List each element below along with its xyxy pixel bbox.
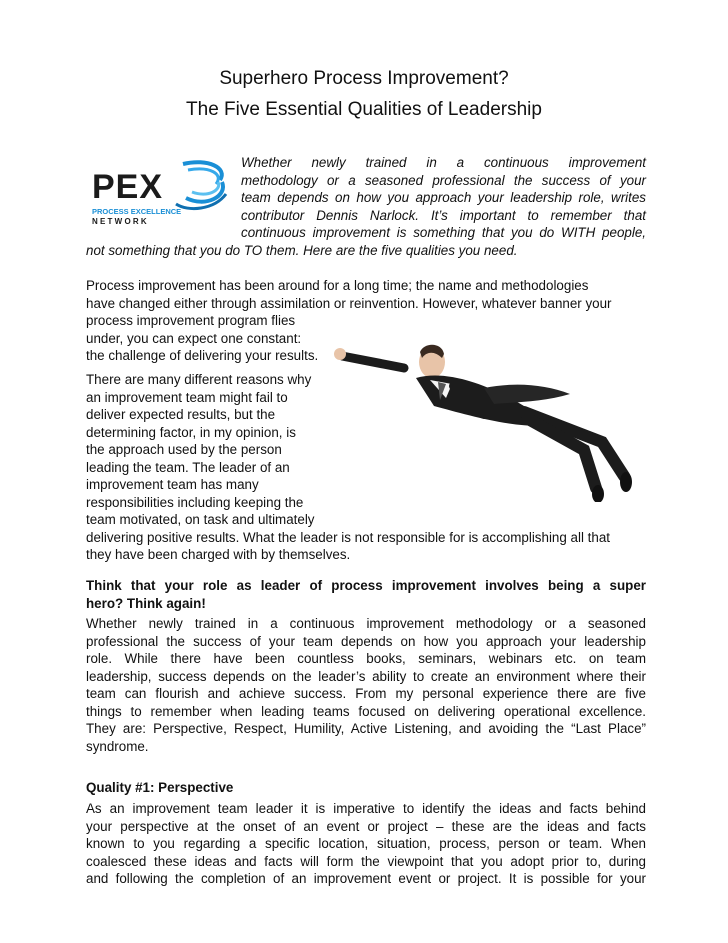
text-line: role. While there have been countless books, seminars, webinars etc. on team bbox=[86, 651, 646, 666]
section-heading-super-hero bbox=[86, 577, 646, 612]
text-line: professional the success of your team depends on how you approach your leadership bbox=[86, 633, 646, 649]
text-line: determining factor, in my opinion, is bbox=[86, 424, 296, 440]
text-line: Process improvement has been around for a long time; the name and methodologies bbox=[86, 278, 589, 293]
text-line: deliver expected results, but the bbox=[86, 407, 276, 422]
text-line: delivering positive results. What the leader is not responsible for is accomplishing all that bbox=[86, 529, 610, 545]
text-line: responsibilities including keeping the bbox=[86, 494, 304, 510]
logo-wordmark: PEX bbox=[92, 168, 164, 206]
intro-line: methodology or a seasoned professional the success of your bbox=[241, 172, 646, 188]
page-title-line-1: Superhero Process Improvement? bbox=[219, 68, 509, 89]
text-line: the approach used by the person bbox=[86, 442, 282, 457]
text-line: known to you regarding a specific location, situation, process, person or team. When bbox=[86, 836, 646, 851]
paragraph-history bbox=[86, 277, 646, 365]
text-line: leadership, success depends on the leader’s ability to create an environment where their bbox=[86, 668, 646, 684]
section-heading-quality-1: Quality #1: Perspective bbox=[86, 780, 234, 795]
text-line: There are many different reasons why bbox=[86, 372, 312, 387]
intro-summary bbox=[86, 154, 646, 259]
text-line: As an improvement team leader it is imperative to identify the ideas and facts behind bbox=[86, 801, 646, 816]
text-line: Whether newly trained in a continuous improvement methodology or a seasoned bbox=[86, 616, 646, 631]
intro-line: not something that you do TO them. Here are the five qualities you need. bbox=[86, 242, 518, 258]
text-line: have changed either through assimilation or reinvention. However, whatever banner your bbox=[86, 295, 612, 311]
intro-line: continuous improvement is something that you do WITH people, bbox=[241, 225, 646, 240]
text-line: coalesced these ideas and facts will form the viewpoint that you adopt prior to, during bbox=[86, 853, 646, 869]
text-line: team can flourish and achieve success. From my personal experience there are five bbox=[86, 686, 646, 701]
text-line: under, you can expect one constant: bbox=[86, 330, 302, 346]
text-line: they have been charged with by themselves. bbox=[86, 547, 351, 562]
logo-network: N E T W O R K bbox=[92, 217, 147, 226]
text-line: Think that your role as leader of process improvement involves being a super bbox=[86, 578, 646, 593]
paragraph-leadership bbox=[86, 615, 646, 755]
text-line: They are: Perspective, Respect, Humility, Active Listening, and avoiding the “Last Place” bbox=[86, 721, 646, 736]
intro-line: Whether newly trained in a continuous improvement bbox=[241, 155, 646, 170]
paragraph-perspective bbox=[86, 800, 646, 888]
text-line: and following the completion of an improvement event or project. It is possible for your bbox=[86, 871, 646, 886]
text-line: the challenge of delivering your results. bbox=[86, 348, 319, 363]
logo-tagline: PROCESS EXCELLENCE bbox=[92, 207, 182, 216]
intro-line: team depends on how you approach your leadership role, writes bbox=[241, 190, 646, 205]
text-line: process improvement program flies bbox=[86, 313, 296, 328]
text-line: your perspective at the onset of an event or project – these are the ideas and facts bbox=[86, 818, 646, 834]
text-line: an improvement team might fail to bbox=[86, 389, 288, 405]
intro-line: contributor Dennis Narlock. It’s important to remember that bbox=[241, 207, 646, 223]
text-line: things to remember when leading teams focused on delivering operational excellence. bbox=[86, 703, 646, 719]
text-line: syndrome. bbox=[86, 738, 149, 754]
text-line: leading the team. The leader of an bbox=[86, 459, 290, 475]
text-line: hero? Think again! bbox=[86, 595, 206, 611]
page-title-line-2: The Five Essential Qualities of Leadership bbox=[186, 99, 542, 120]
paragraph-reasons bbox=[86, 371, 646, 564]
text-line: improvement team has many bbox=[86, 477, 259, 492]
text-line: team motivated, on task and ultimately bbox=[86, 512, 315, 527]
